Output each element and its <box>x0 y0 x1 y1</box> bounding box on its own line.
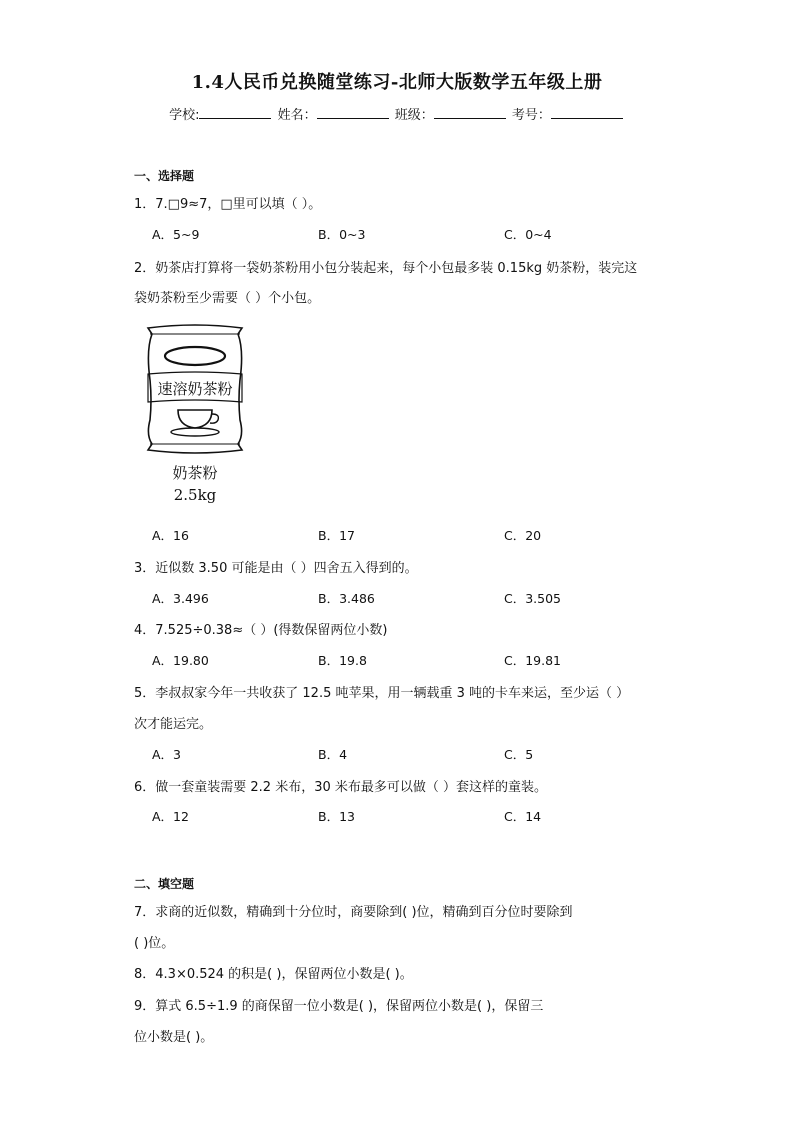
bag-caption-name: 奶茶粉 <box>172 464 218 482</box>
question-2-option-c[interactable]: C．20 <box>504 528 542 543</box>
school-blank[interactable] <box>199 106 271 119</box>
question-6-option-c[interactable]: C．14 <box>504 809 542 824</box>
question-1-option-c[interactable]: C．0~4 <box>504 227 552 242</box>
question-7-line-2: ( )位。 <box>134 936 175 951</box>
question-5-option-b[interactable]: B．4 <box>318 747 348 762</box>
question-5-line-1: 5．李叔叔家今年一共收获了 12.5 吨苹果，用一辆载重 3 吨的卡车来运，至少运（ ） <box>134 686 630 701</box>
name-blank[interactable] <box>317 106 389 119</box>
question-3-option-b[interactable]: B．3.486 <box>318 591 375 606</box>
question-4-option-a[interactable]: A．19.80 <box>152 653 209 668</box>
bag-caption-weight: 2.5kg <box>173 486 217 504</box>
question-1-option-b[interactable]: B．0~3 <box>318 227 366 242</box>
school-label: 学校: <box>169 108 200 123</box>
question-1-option-a[interactable]: A．5~9 <box>152 227 200 242</box>
question-7-line-1: 7．求商的近似数，精确到十分位时，商要除到( )位，精确到百分位时要除到 <box>134 905 573 920</box>
question-5-option-a[interactable]: A．3 <box>152 747 182 762</box>
question-5-option-c[interactable]: C．5 <box>504 747 534 762</box>
page-title: 1.4人民币兑换随堂练习-北师大版数学五年级上册 <box>191 72 603 93</box>
milk-tea-bag-illustration <box>140 320 250 510</box>
question-6-text: 6．做一套童装需要 2.2 米布，30 米布最多可以做（ ）套这样的童装。 <box>134 780 548 795</box>
section-fill-heading: 二、填空题 <box>134 877 195 891</box>
class-blank[interactable] <box>434 106 506 119</box>
question-2-line-2: 袋奶茶粉至少需要（ ）个小包。 <box>134 291 321 306</box>
question-3-text: 3．近似数 3.50 可能是由（ ）四舍五入得到的。 <box>134 561 418 576</box>
question-6-option-a[interactable]: A．12 <box>152 809 189 824</box>
question-4-text: 4．7.525÷0.38≈（ ）(得数保留两位小数) <box>134 623 388 638</box>
question-5-line-2: 次才能运完。 <box>134 717 213 732</box>
name-label: 姓名： <box>277 108 317 123</box>
question-3-option-a[interactable]: A．3.496 <box>152 591 209 606</box>
question-3-option-c[interactable]: C．3.505 <box>504 591 562 606</box>
question-2-line-1: 2．奶茶店打算将一袋奶茶粉用小包分装起来，每个小包最多装 0.15kg 奶茶粉，装完这 <box>134 261 638 276</box>
question-1-text: 1．7.□9≈7，□里可以填（ ）。 <box>134 197 322 212</box>
question-9-line-2: 位小数是( )。 <box>134 1030 214 1045</box>
number-label: 考号： <box>511 108 551 123</box>
section-choice-heading: 一、选择题 <box>134 169 195 183</box>
question-6-option-b[interactable]: B．13 <box>318 809 355 824</box>
class-label: 班级： <box>394 108 434 123</box>
question-8-text: 8．4.3×0.524 的积是( )，保留两位小数是( )。 <box>134 967 413 982</box>
question-4-option-b[interactable]: B．19.8 <box>318 653 367 668</box>
question-2-option-b[interactable]: B．17 <box>318 528 355 543</box>
question-4-option-c[interactable]: C．19.81 <box>504 653 562 668</box>
number-blank[interactable] <box>551 106 623 119</box>
question-9-line-1: 9．算式 6.5÷1.9 的商保留一位小数是( )，保留两位小数是( )，保留三 <box>134 999 544 1014</box>
question-2-option-a[interactable]: A．16 <box>152 528 189 543</box>
student-info-row <box>0 104 794 123</box>
bag-label-text: 速溶奶茶粉 <box>157 380 233 398</box>
